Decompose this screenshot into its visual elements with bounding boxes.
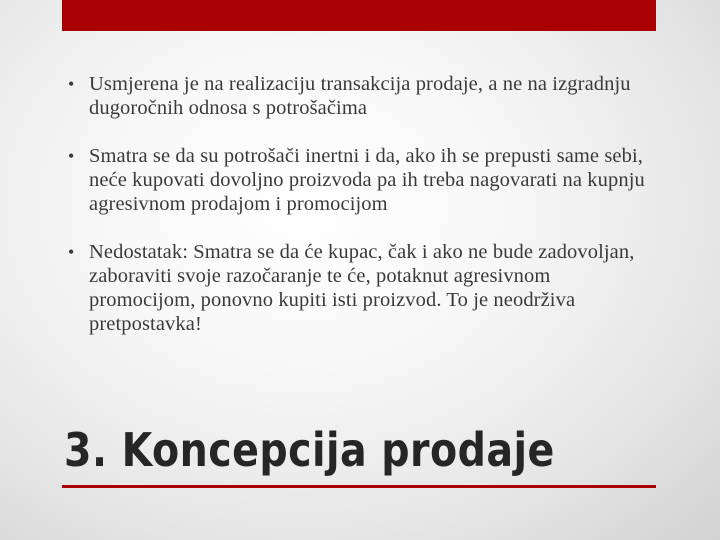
bullet-list	[68, 72, 656, 336]
top-accent-bar	[62, 0, 656, 31]
bullet-icon: •	[68, 242, 75, 262]
bullet-item	[68, 72, 656, 120]
bullet-item	[68, 240, 656, 336]
bullet-icon: •	[68, 74, 75, 94]
title-underline	[62, 485, 656, 488]
bullet-text: Nedostatak: Smatra se da će kupac, čak i ako ne bude zadovoljan, zaboraviti svoje razočaranje te će, potaknut agresivnom promocijom, ponovno kupiti isti proizvod. To je neodrživa pretpostavka!	[89, 241, 635, 335]
bullet-text: Usmjerena je na realizaciju transakcija prodaje, a ne na izgradnju dugoročnih odnosa s potrošačima	[89, 73, 631, 119]
bullet-icon: •	[68, 146, 75, 166]
bullet-text: Smatra se da su potrošači inertni i da, ako ih se prepusti same sebi, neće kupovati dovoljno proizvoda pa ih treba nagovarati na kupnju agresivnom prodajom i promocijom	[89, 145, 645, 215]
slide-title: 3. Koncepcija prodaje	[64, 423, 555, 477]
bullet-item	[68, 144, 656, 216]
